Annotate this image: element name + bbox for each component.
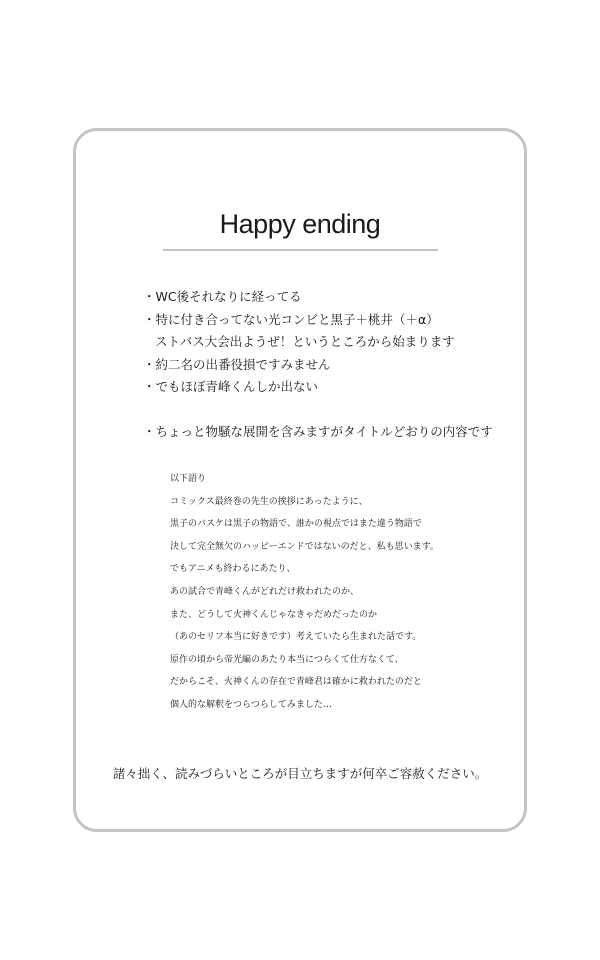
afterword-line: また、どうして火神くんじゃなきゃだめだったのか [170, 609, 378, 620]
note-item-continuation: ストバス大会出ようぜ！というところから始まります [155, 334, 455, 349]
note-spacer [143, 399, 493, 422]
note-item: ・でもほぼ青峰くんしか出ない [143, 379, 319, 394]
notes-list [143, 286, 493, 444]
note-item: ・ちょっと物騒な展開を含みますがタイトルどおりの内容です [143, 424, 493, 439]
afterword-line: （あのセリフ本当に好きです）考えていたら生まれた話です。 [170, 632, 422, 643]
afterword-line: あの試合で青峰くんがどれだけ救われたのか、 [170, 586, 360, 597]
afterword-line: 原作の頃から帝光編のあたり本当につらくて仕方なくて、 [170, 654, 404, 665]
afterword-line: 黒子のバスケは黒子の物語で、誰かの視点ではまた違う物語で [170, 519, 422, 530]
note-item: ・WC後それなりに経ってる [143, 289, 302, 304]
afterword-heading: 以下語り [170, 474, 207, 484]
page-title: Happy ending [219, 209, 381, 239]
afterword-block [170, 468, 439, 717]
note-item: ・特に付き合ってない光コンビと黒子＋桃井（＋α） [143, 311, 439, 327]
title-underline [163, 249, 438, 251]
afterword-line: でもアニメも終わるにあたり、 [170, 564, 296, 575]
closing-note: 諸々拙く、読みづらいところが目立ちますが何卒ご容赦ください。 [112, 766, 488, 781]
afterword-line: コミックス最終巻の先生の挨拶にあったように、 [170, 496, 368, 507]
afterword-line: だからこそ、火神くんの存在で青峰君は確かに救われたのだと [170, 677, 422, 688]
note-item: ・約二名の出番役損ですみません [143, 356, 331, 372]
afterword-line: 個人的な解釈をつらつらしてみました… [170, 699, 332, 710]
afterword-line: 決して完全無欠のハッピーエンドではないのだと、私も思います。 [170, 541, 439, 552]
